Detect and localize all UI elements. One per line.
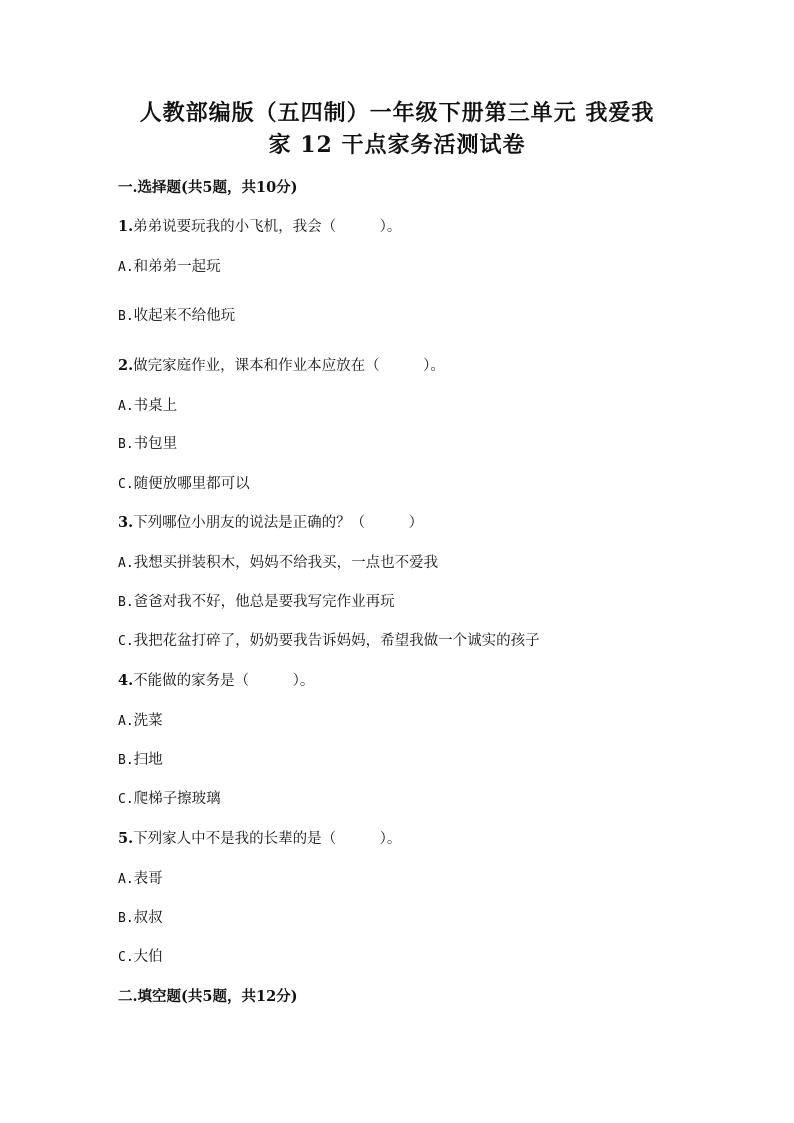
option-text: 收起来不给他玩	[133, 308, 236, 324]
option-letter: B.	[118, 911, 134, 926]
page-title-line-2: 家 12 干点家务活测试卷	[268, 132, 526, 158]
question-2	[118, 356, 445, 376]
option-letter: C.	[118, 477, 134, 492]
option-letter: A.	[118, 399, 134, 414]
question-number: 3.	[118, 514, 134, 531]
option-1b	[118, 306, 235, 327]
option-text: 书包里	[133, 436, 178, 452]
option-text: 大伯	[133, 949, 163, 965]
option-text: 我想买拼装积木，妈妈不给我买，一点也不爱我	[133, 555, 439, 571]
option-letter: C.	[118, 950, 134, 965]
option-letter: A.	[118, 260, 134, 275]
option-3a	[118, 553, 438, 574]
question-5	[118, 829, 401, 849]
option-letter: B.	[118, 753, 134, 768]
option-letter: C.	[118, 792, 134, 807]
option-letter: A.	[118, 872, 134, 887]
option-text: 我把花盆打碎了，奶奶要我告诉妈妈，希望我做一个诚实的孩子	[133, 633, 540, 649]
option-text: 叔叔	[133, 910, 163, 926]
option-letter: A.	[118, 714, 134, 729]
option-text: 爬梯子擦玻璃	[133, 791, 221, 807]
option-text: 表哥	[133, 871, 163, 887]
option-3c	[118, 631, 540, 652]
option-5a	[118, 869, 163, 890]
question-text: 弟弟说要玩我的小飞机，我会（ ）。	[133, 219, 402, 235]
option-3b	[118, 592, 395, 613]
option-2c	[118, 474, 250, 495]
option-5b	[118, 908, 163, 929]
section-header-fill: 二.填空题(共5题，共12分)	[118, 988, 298, 1005]
option-2b	[118, 434, 177, 455]
question-text: 下列家人中不是我的长辈的是（ ）。	[133, 831, 402, 847]
option-4c	[118, 789, 221, 810]
question-number: 2.	[118, 357, 134, 374]
option-5c	[118, 947, 163, 968]
question-3	[118, 513, 423, 533]
option-text: 洗菜	[133, 713, 163, 729]
option-4a	[118, 711, 163, 732]
option-text: 随便放哪里都可以	[133, 476, 250, 492]
page-title-line-1: 人教部编版（五四制）一年级下册第三单元 我爱我	[139, 100, 655, 126]
question-4	[118, 671, 314, 691]
option-text: 书桌上	[133, 398, 178, 414]
option-letter: B.	[118, 437, 134, 452]
question-number: 5.	[118, 830, 134, 847]
option-1a	[118, 257, 221, 278]
option-letter: C.	[118, 634, 134, 649]
section-header-choice: 一.选择题(共5题，共10分)	[118, 179, 298, 196]
question-text: 不能做的家务是（ ）。	[133, 673, 315, 689]
option-letter: B.	[118, 595, 134, 610]
option-letter: B.	[118, 309, 134, 324]
option-text: 爸爸对我不好，他总是要我写完作业再玩	[133, 594, 395, 610]
option-text: 和弟弟一起玩	[133, 259, 221, 275]
option-letter: A.	[118, 556, 134, 571]
question-text: 做完家庭作业，课本和作业本应放在（ ）。	[133, 358, 445, 374]
option-text: 扫地	[133, 752, 163, 768]
option-4b	[118, 750, 163, 771]
question-1	[118, 217, 401, 237]
question-text: 下列哪位小朋友的说法是正确的？（ ）	[133, 515, 424, 531]
question-number: 4.	[118, 672, 134, 689]
question-number: 1.	[118, 218, 134, 235]
option-2a	[118, 396, 177, 417]
